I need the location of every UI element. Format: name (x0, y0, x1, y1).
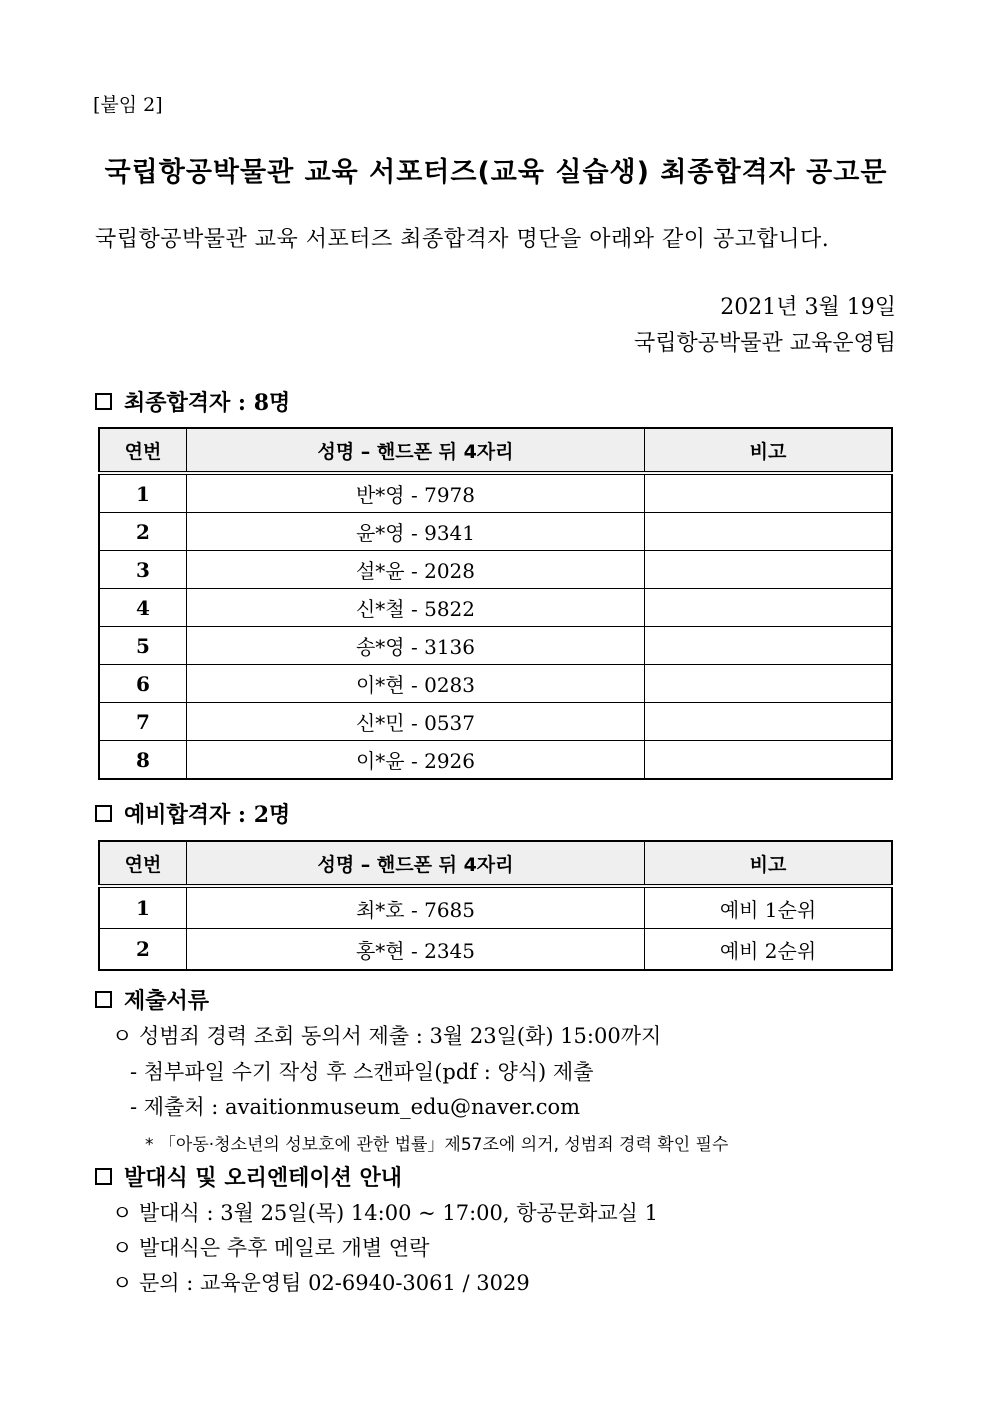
row-no: 4 (99, 589, 187, 627)
final-table (98, 427, 893, 780)
table-header-row (99, 841, 892, 886)
checkbox-square-icon (95, 805, 112, 822)
row-no: 6 (99, 665, 187, 703)
row-name: 이*현 - 0283 (187, 665, 645, 703)
row-name: 홍*현 - 2345 (187, 929, 645, 971)
row-no: 8 (99, 741, 187, 780)
documents-section-heading (95, 984, 209, 1015)
row-note (645, 473, 893, 513)
column-header-no: 연번 (99, 428, 187, 473)
row-name: 송*영 - 3136 (187, 627, 645, 665)
row-no: 2 (99, 929, 187, 971)
row-name: 설*윤 - 2028 (187, 551, 645, 589)
documents-sub-item-1: - 첨부파일 수기 작성 후 스캔파일(pdf : 양식) 제출 (130, 1060, 594, 1084)
column-header-name: 성명 – 핸드폰 뒤 4자리 (187, 428, 645, 473)
row-name: 이*윤 - 2926 (187, 741, 645, 780)
row-no: 2 (99, 513, 187, 551)
row-name: 최*호 - 7685 (187, 886, 645, 929)
row-no: 5 (99, 627, 187, 665)
ceremony-section-heading (95, 1161, 402, 1192)
row-no: 7 (99, 703, 187, 741)
table-row (99, 929, 892, 971)
column-header-name: 성명 – 핸드폰 뒤 4자리 (187, 841, 645, 886)
announcement-date: 2021년 3월 19일 (720, 295, 896, 320)
row-name: 신*민 - 0537 (187, 703, 645, 741)
ceremony-item-3: ㅇ 문의 : 교육운영팀 02-6940-3061 / 3029 (112, 1271, 530, 1295)
attachment-label: [붙임 2] (93, 94, 163, 116)
checkbox-square-icon (95, 393, 112, 410)
row-note (645, 703, 893, 741)
table-row (99, 741, 892, 780)
checkbox-square-icon (95, 1168, 112, 1185)
table-row (99, 703, 892, 741)
page-title: 국립항공박물관 교육 서포터즈(교육 실습생) 최종합격자 공고문 (104, 157, 888, 188)
intro-text: 국립항공박물관 교육 서포터즈 최종합격자 명단을 아래와 같이 공고합니다. (95, 227, 830, 252)
table-header-row (99, 428, 892, 473)
documents-item: ㅇ 성범죄 경력 조회 동의서 제출 : 3월 23일(화) 15:00까지 (112, 1024, 662, 1048)
row-no: 3 (99, 551, 187, 589)
table-row (99, 551, 892, 589)
table-row (99, 665, 892, 703)
column-header-no: 연번 (99, 841, 187, 886)
table-row (99, 589, 892, 627)
row-note (645, 627, 893, 665)
row-note (645, 741, 893, 780)
row-no: 1 (99, 473, 187, 513)
column-header-note: 비고 (645, 428, 893, 473)
row-name: 신*철 - 5822 (187, 589, 645, 627)
ceremony-item-1: ㅇ 발대식 : 3월 25일(목) 14:00 ~ 17:00, 항공문화교실 1 (112, 1201, 659, 1225)
row-note: 예비 1순위 (645, 886, 893, 929)
reserve-table (98, 840, 893, 971)
row-note (645, 665, 893, 703)
row-no: 1 (99, 886, 187, 929)
table-row (99, 886, 892, 929)
checkbox-square-icon (95, 991, 112, 1008)
ceremony-section-label: 발대식 및 오리엔테이션 안내 (124, 1165, 403, 1191)
organization-name: 국립항공박물관 교육운영팀 (633, 331, 896, 356)
documents-footnote: * 「아동·청소년의 성보호에 관한 법률」제57조에 의거, 성범죄 경력 확인 필수 (145, 1135, 729, 1155)
documents-section-label: 제출서류 (124, 988, 210, 1014)
row-note (645, 589, 893, 627)
documents-sub-item-2: - 제출처 : avaitionmuseum_edu@naver.com (130, 1095, 581, 1119)
table-row (99, 473, 892, 513)
table-row (99, 513, 892, 551)
ceremony-item-2: ㅇ 발대식은 추후 메일로 개별 연락 (112, 1236, 430, 1260)
row-note (645, 513, 893, 551)
final-section-heading (95, 386, 290, 417)
row-note: 예비 2순위 (645, 929, 893, 971)
final-section-label: 최종합격자 : 8명 (124, 390, 291, 416)
row-note (645, 551, 893, 589)
column-header-note: 비고 (645, 841, 893, 886)
table-row (99, 627, 892, 665)
row-name: 반*영 - 7978 (187, 473, 645, 513)
reserve-section-label: 예비합격자 : 2명 (124, 802, 291, 828)
reserve-section-heading (95, 798, 290, 829)
row-name: 윤*영 - 9341 (187, 513, 645, 551)
